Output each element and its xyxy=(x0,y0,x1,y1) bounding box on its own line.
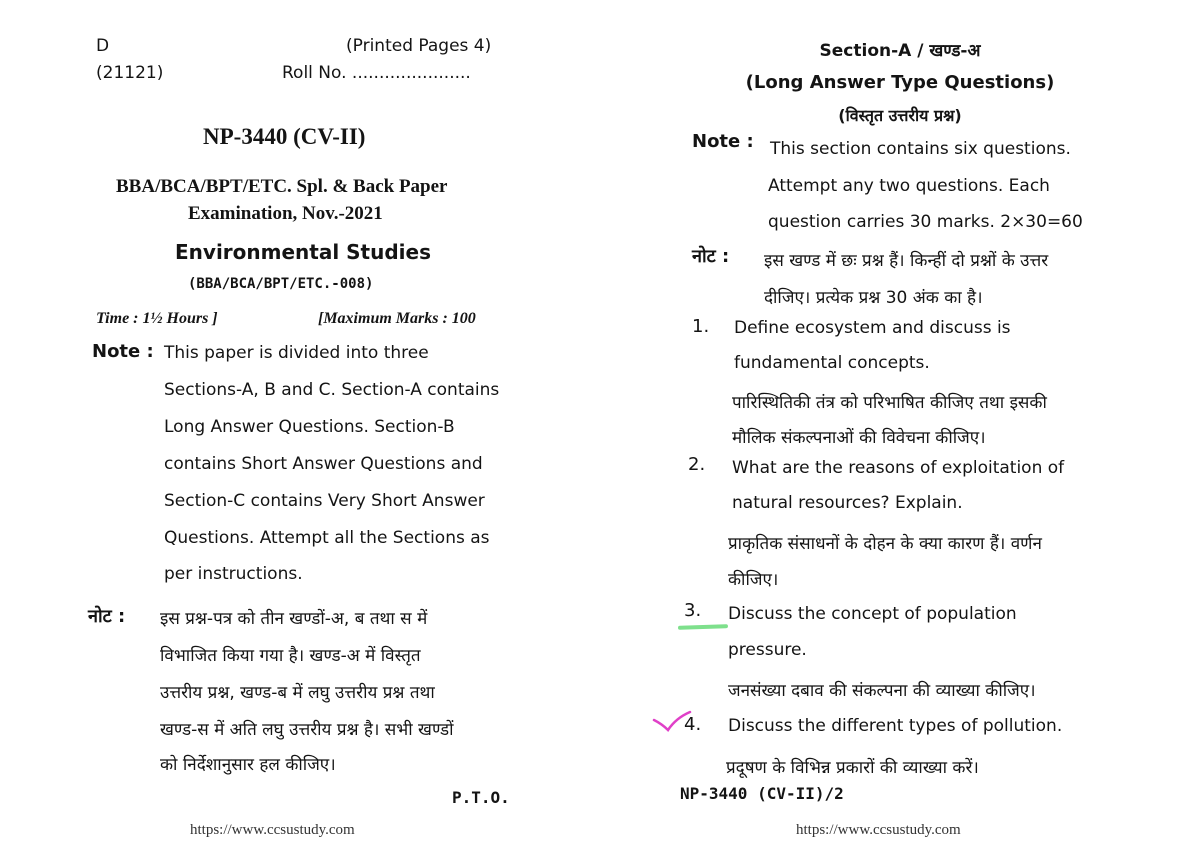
question-text-hi: जनसंख्या दबाव की संकल्पना की व्याख्या कीजिए। xyxy=(728,681,1036,701)
question-text-en: pressure. xyxy=(728,640,807,660)
question-text-hi: प्रदूषण के विभिन्न प्रकारों की व्याख्या करें। xyxy=(726,758,979,778)
hindi-note-line: को निर्देशानुसार हल कीजिए। xyxy=(160,755,336,775)
footer-url: https://www.ccsustudy.com xyxy=(796,822,961,838)
series-code: D xyxy=(96,36,110,56)
hindi-note-line: उत्तरीय प्रश्न, खण्ड-ब में लघु उत्तरीय प्रश्न तथा xyxy=(160,683,435,703)
question-text-en: What are the reasons of exploitation of xyxy=(732,458,1065,478)
note-label: Note : xyxy=(92,341,154,362)
printed-pages: (Printed Pages 4) xyxy=(346,36,492,56)
paper-id: (21121) xyxy=(96,63,164,83)
section-subtitle-hindi: (विस्तृत उत्तरीय प्रश्न) xyxy=(838,106,962,125)
footer-url: https://www.ccsustudy.com xyxy=(190,822,355,838)
hindi-note-line: खण्ड-स में अति लघु उत्तरीय प्रश्न है। सभी खण्डों xyxy=(160,720,454,740)
note-line: Long Answer Questions. Section-B xyxy=(164,417,455,437)
pto-label: P.T.O. xyxy=(452,788,510,807)
question-text-en: fundamental concepts. xyxy=(734,353,930,373)
hindi-note-label: नोट : xyxy=(88,606,126,627)
question-number: 3. xyxy=(684,600,702,621)
note-line: Section-C contains Very Short Answer xyxy=(164,491,485,511)
note-line: Sections-A, B and C. Section-A contains xyxy=(164,380,500,400)
note-line: Questions. Attempt all the Sections as xyxy=(164,528,490,548)
section-hindi-note-line: इस खण्ड में छः प्रश्न हैं। किन्हीं दो प्रश्नों के उत्तर xyxy=(764,251,1049,271)
exam-line-1: BBA/BCA/BPT/ETC. Spl. & Back Paper xyxy=(116,176,448,197)
section-subtitle: (Long Answer Type Questions) xyxy=(745,72,1055,93)
note-line: per instructions. xyxy=(164,564,303,584)
section-note-label: Note : xyxy=(692,131,754,152)
section-hindi-note-label: नोट : xyxy=(692,246,730,267)
maximum-marks: [Maximum Marks : 100 xyxy=(318,310,476,327)
hindi-note-line: इस प्रश्न-पत्र को तीन खण्डों-अ, ब तथा स में xyxy=(160,609,428,629)
subject: Environmental Studies xyxy=(175,240,431,264)
question-text-en: natural resources? Explain. xyxy=(732,493,963,513)
section-note-line: This section contains six questions. xyxy=(770,139,1071,159)
note-line: This paper is divided into three xyxy=(164,343,429,363)
question-number: 2. xyxy=(688,454,706,475)
hindi-note-line: विभाजित किया गया है। खण्ड-अ में विस्तृत xyxy=(160,646,421,666)
title-code: NP-3440 (CV-II) xyxy=(203,124,366,149)
question-text-hi: मौलिक संकल्पनाओं की विवेचना कीजिए। xyxy=(732,428,986,448)
paper-code: (BBA/BCA/BPT/ETC.-008) xyxy=(188,276,374,292)
section-hindi-note-line: दीजिए। प्रत्येक प्रश्न 30 अंक का है। xyxy=(764,288,983,308)
time-allowed: Time : 1½ Hours ] xyxy=(96,310,218,327)
question-text-hi: कीजिए। xyxy=(728,570,779,590)
page-code: NP-3440 (CV-II)/2 xyxy=(680,784,844,803)
question-text-en: Define ecosystem and discuss is xyxy=(734,318,1011,338)
pink-tick-mark xyxy=(652,708,692,734)
question-text-en: Discuss the concept of population xyxy=(728,604,1017,624)
section-title: Section-A / खण्ड-अ xyxy=(819,41,981,61)
roll-no: Roll No. ...................... xyxy=(282,63,471,83)
exam-line-2: Examination, Nov.-2021 xyxy=(188,203,383,224)
question-text-en: Discuss the different types of pollution. xyxy=(728,716,1063,736)
note-line: contains Short Answer Questions and xyxy=(164,454,483,474)
section-note-line: question carries 30 marks. 2×30=60 xyxy=(768,212,1083,232)
section-note-line: Attempt any two questions. Each xyxy=(768,176,1050,196)
question-text-hi: प्राकृतिक संसाधनों के दोहन के क्या कारण हैं। वर्णन xyxy=(728,534,1042,554)
question-text-hi: पारिस्थितिकी तंत्र को परिभाषित कीजिए तथा इसकी xyxy=(732,393,1047,413)
question-number: 4. xyxy=(684,714,702,735)
question-number: 1. xyxy=(692,316,710,337)
